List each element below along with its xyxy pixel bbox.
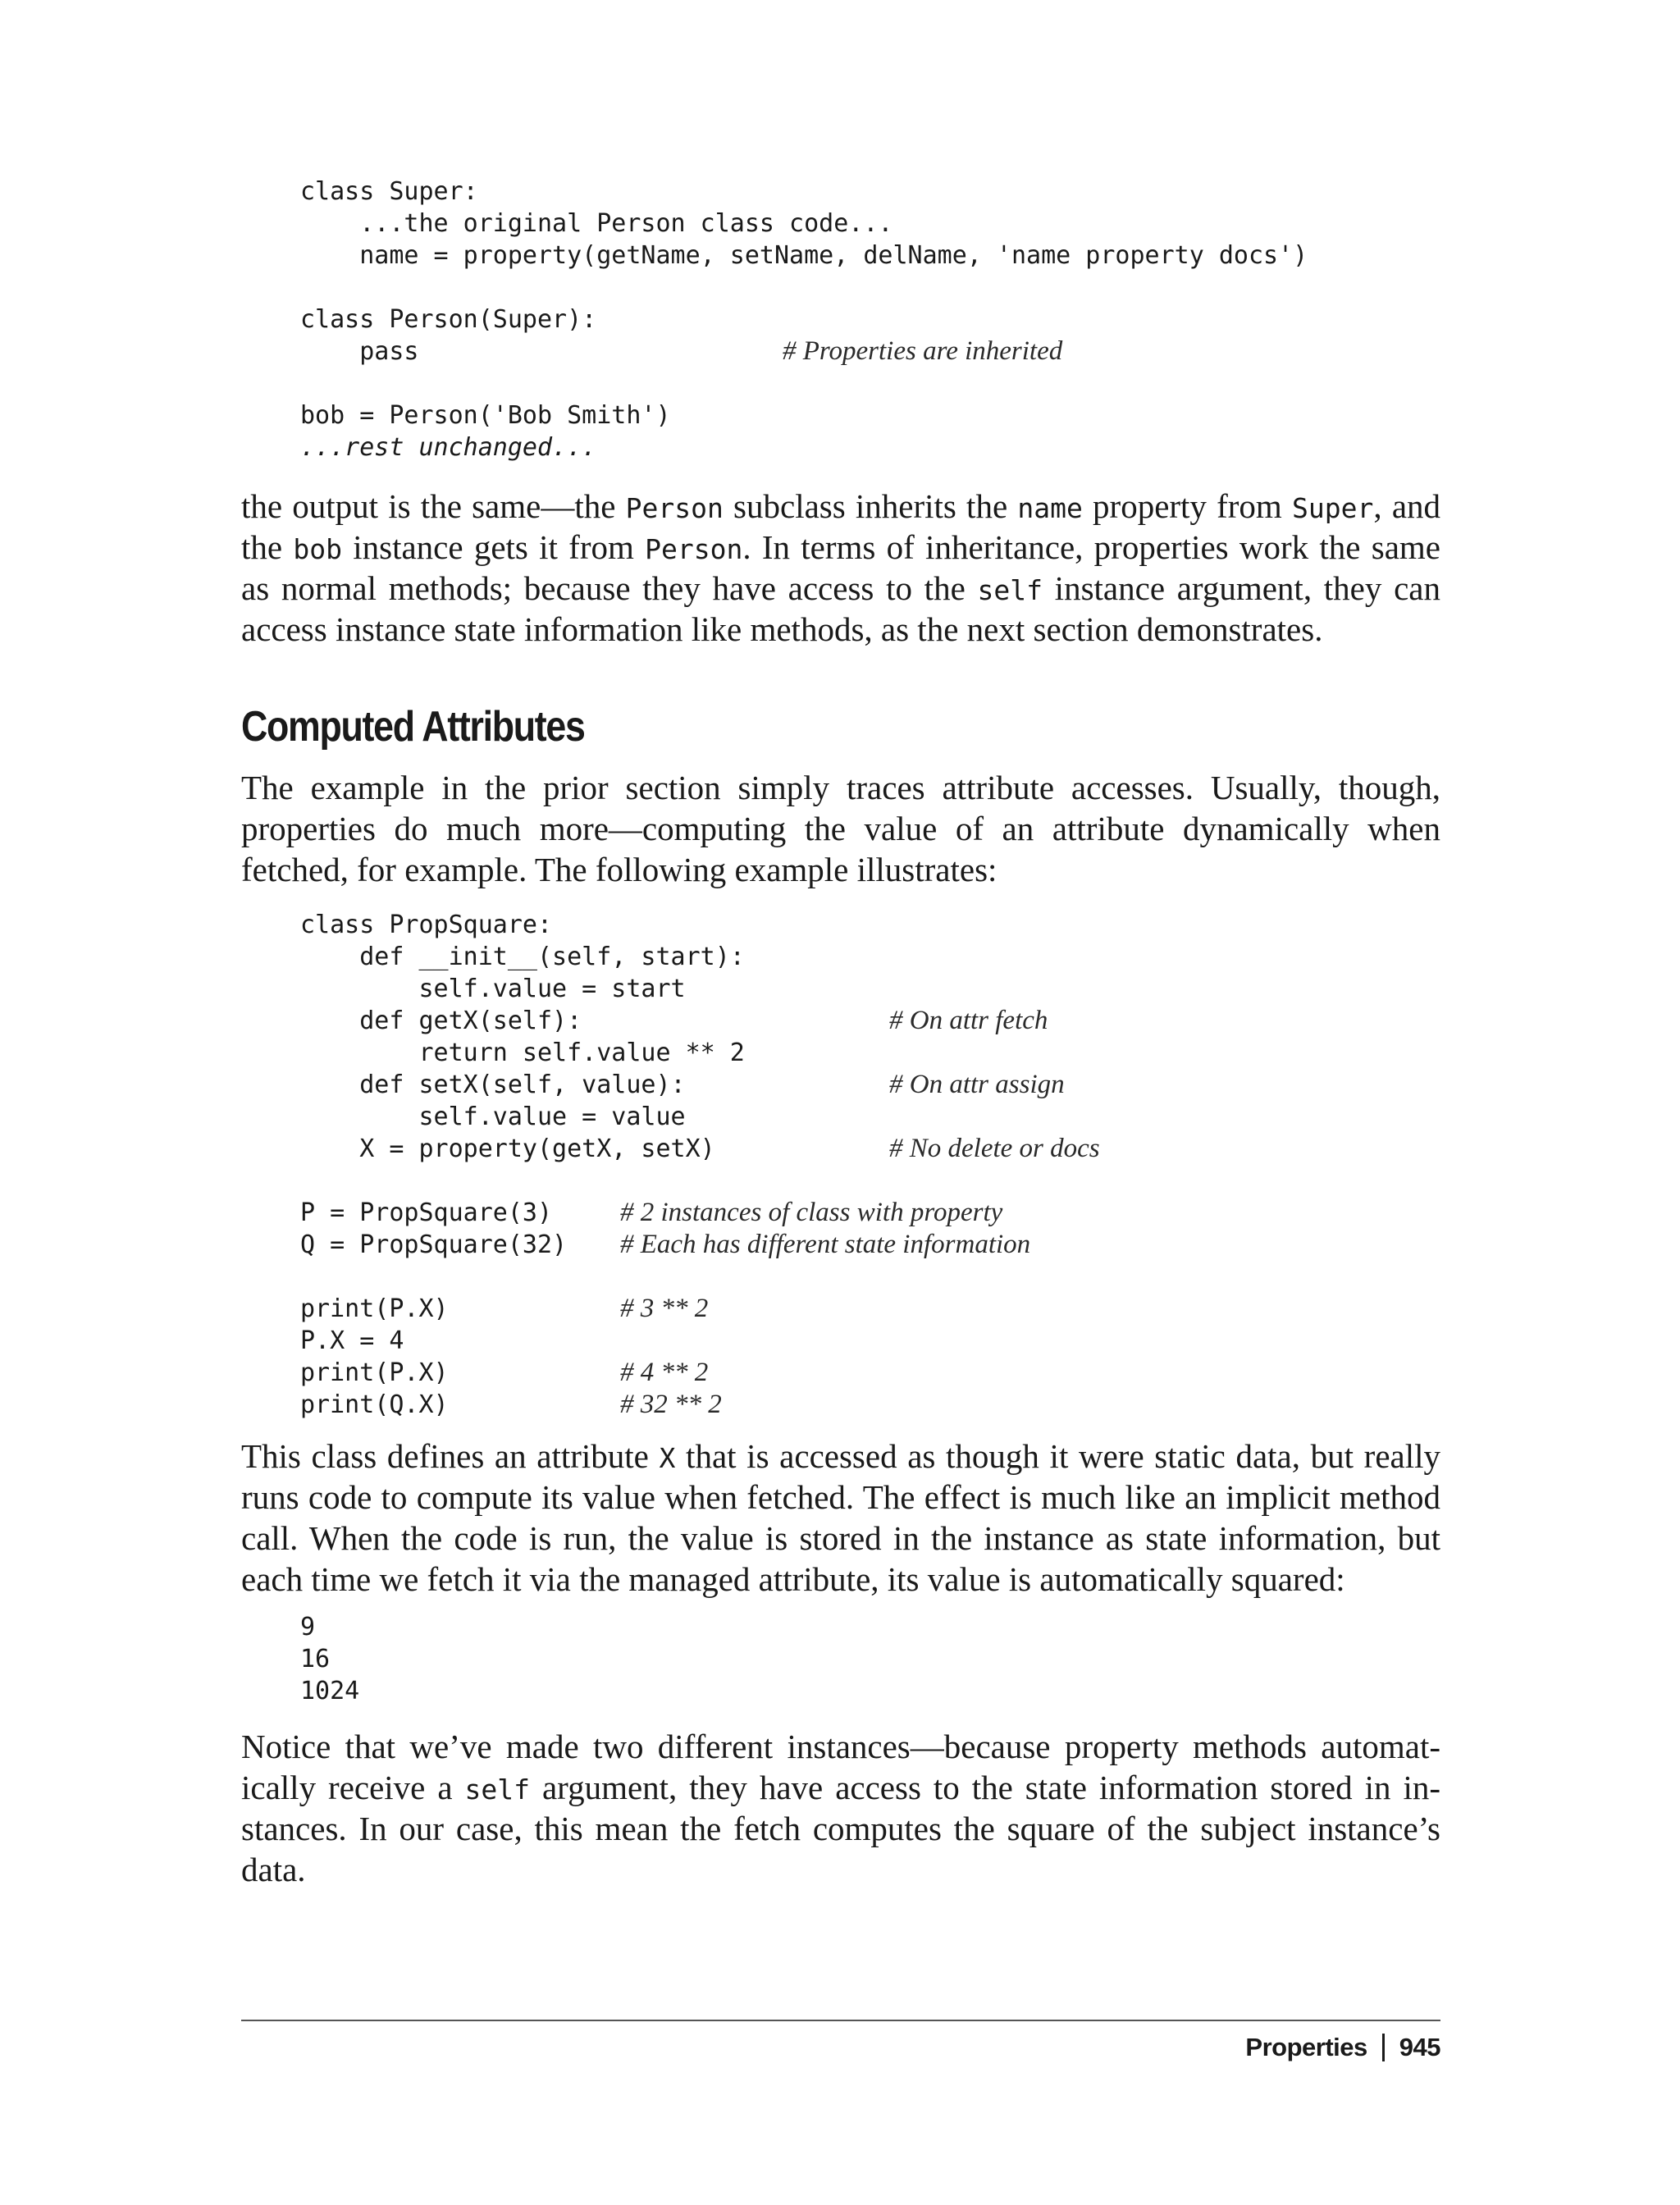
code-text: name = property(getName, setName, delName, 'name property docs')	[300, 241, 1308, 270]
paragraph-explanation	[241, 1436, 1440, 1600]
code-line	[300, 1005, 1048, 1037]
code-line	[300, 368, 1308, 399]
footer-section-title: Properties	[1245, 2033, 1367, 2061]
paragraph-intro	[241, 767, 1440, 890]
code-line	[300, 973, 745, 1005]
code-text: print(Q.X)	[300, 1390, 449, 1419]
footer-separator	[1382, 2034, 1385, 2061]
code-block-propsquare	[300, 909, 1100, 1421]
text-run: argument, they have access to the state information stored in in-	[530, 1769, 1440, 1806]
text-run: Notice that we’ve made two different instances—because property methods automat-	[241, 1728, 1440, 1765]
code-text: self.value = start	[300, 975, 686, 1003]
code-line	[300, 1037, 745, 1069]
inline-code: name	[1017, 492, 1083, 524]
code-text: print(P.X)	[300, 1294, 449, 1323]
code-comment: # 2 instances of class with property	[620, 1198, 1003, 1227]
code-line	[300, 1069, 1065, 1101]
text-run: This class defines an attribute	[241, 1437, 660, 1475]
code-text: return self.value ** 2	[300, 1039, 745, 1067]
text-run: fetched, for example. The following example illustrates:	[241, 851, 998, 888]
code-line	[300, 1261, 745, 1293]
text-line	[241, 486, 1440, 527]
code-text: class PropSquare:	[300, 911, 553, 939]
output-line: 1024	[300, 1677, 360, 1705]
text-run: access instance state information like methods, as the next section demonstrates.	[241, 610, 1323, 648]
code-line	[300, 1165, 745, 1197]
text-run: ically receive a	[241, 1769, 465, 1806]
code-text: class Person(Super):	[300, 305, 597, 334]
code-text: X = property(getX, setX)	[300, 1134, 715, 1163]
code-text: P.X = 4	[300, 1326, 404, 1355]
code-text: ...the original Person class code...	[300, 209, 893, 238]
code-line	[300, 1357, 745, 1389]
code-line	[300, 1325, 745, 1357]
inline-code: Super	[1292, 492, 1374, 524]
code-text: P = PropSquare(3)	[300, 1198, 553, 1227]
code-text: bob = Person('Bob Smith')	[300, 401, 671, 430]
section-heading: Computed Attributes	[241, 703, 585, 751]
code-line	[300, 336, 1308, 368]
code-line	[300, 1293, 745, 1325]
page-footer	[1245, 2033, 1440, 2062]
text-line	[241, 1808, 1440, 1849]
text-run: subclass inherits the	[723, 487, 1018, 525]
text-run: stances. In our case, this mean the fetch computes the square of the subject instance’s	[241, 1810, 1440, 1847]
text-run: the output is the same—the	[241, 487, 626, 525]
code-text: def __init__(self, start):	[300, 943, 745, 971]
code-comment: # 3 ** 2	[620, 1294, 709, 1323]
code-comment: # On attr fetch	[889, 1006, 1048, 1035]
text-run: properties do much more—computing the value of an attribute dynamically when	[241, 810, 1440, 847]
code-line	[300, 304, 1308, 336]
text-line	[241, 1767, 1440, 1808]
code-comment: # Properties are inherited	[783, 336, 1063, 366]
code-text: print(P.X)	[300, 1358, 449, 1387]
text-line	[241, 849, 1440, 890]
paragraph-inheritance	[241, 486, 1440, 650]
footer-rule	[241, 2020, 1440, 2021]
code-line	[300, 176, 1308, 208]
code-line	[300, 909, 745, 941]
inline-code: X	[659, 1442, 676, 1474]
code-comment: # 4 ** 2	[620, 1358, 709, 1387]
code-block-super-person	[300, 176, 1308, 463]
code-comment: # Each has different state information	[620, 1230, 1031, 1259]
code-text: def getX(self):	[300, 1007, 582, 1035]
text-run: each time we fetch it via the managed attribute, its value is automatically squared:	[241, 1560, 1345, 1598]
code-line	[300, 1101, 745, 1133]
text-line	[241, 609, 1440, 650]
code-line	[300, 208, 1308, 240]
text-line	[241, 1436, 1440, 1477]
code-line	[300, 431, 1308, 463]
text-line	[241, 767, 1440, 808]
text-run: runs code to compute its value when fetched. The effect is much like an implicit method	[241, 1478, 1440, 1516]
code-text: class Super:	[300, 177, 478, 206]
text-line	[241, 1518, 1440, 1559]
code-line	[300, 1197, 1003, 1229]
text-line	[241, 1559, 1440, 1600]
output-line: 9	[300, 1613, 316, 1641]
text-run: that is accessed as though it were static data, but really	[675, 1437, 1441, 1475]
code-line	[300, 240, 1308, 272]
code-comment: # No delete or docs	[889, 1134, 1100, 1163]
code-line	[300, 941, 745, 973]
code-text: def setX(self, value):	[300, 1071, 686, 1099]
text-run: property from	[1082, 487, 1293, 525]
code-text: self.value = value	[300, 1102, 686, 1131]
text-line	[241, 1477, 1440, 1518]
code-comment: # On attr assign	[889, 1070, 1065, 1099]
page-number: 945	[1399, 2033, 1440, 2061]
code-output-block	[300, 1611, 359, 1707]
text-line	[241, 568, 1440, 609]
code-line	[300, 272, 1308, 304]
paragraph-instances	[241, 1726, 1440, 1890]
text-line	[241, 808, 1440, 849]
code-line	[300, 399, 1308, 431]
text-run: as normal methods; because they have access to the	[241, 569, 978, 607]
text-run: The example in the prior section simply traces attribute accesses. Usually, though,	[241, 769, 1440, 806]
text-run: the	[241, 528, 294, 566]
output-line: 16	[300, 1645, 331, 1673]
code-line	[300, 1229, 1031, 1261]
inline-code: self	[464, 1774, 530, 1806]
text-run: , and	[1373, 487, 1441, 525]
text-line	[241, 1849, 1440, 1890]
text-run: . In terms of inheritance, properties work the same	[742, 528, 1441, 566]
text-line	[241, 1726, 1440, 1767]
text-run: call. When the code is run, the value is stored in the instance as state information, but	[241, 1519, 1440, 1557]
code-text: pass	[300, 337, 419, 366]
code-comment: # 32 ** 2	[620, 1390, 722, 1419]
text-line	[241, 527, 1440, 568]
inline-code: bob	[293, 533, 342, 565]
code-line	[300, 1133, 1100, 1165]
inline-code: self	[977, 574, 1043, 606]
text-run: instance argument, they can	[1042, 569, 1440, 607]
code-text: Q = PropSquare(32)	[300, 1230, 568, 1259]
inline-code: Person	[645, 533, 743, 565]
code-text: ...rest unchanged...	[300, 433, 597, 462]
text-run: instance gets it from	[341, 528, 646, 566]
inline-code: Person	[625, 492, 724, 524]
text-run: data.	[241, 1851, 306, 1888]
code-line	[300, 1389, 745, 1421]
